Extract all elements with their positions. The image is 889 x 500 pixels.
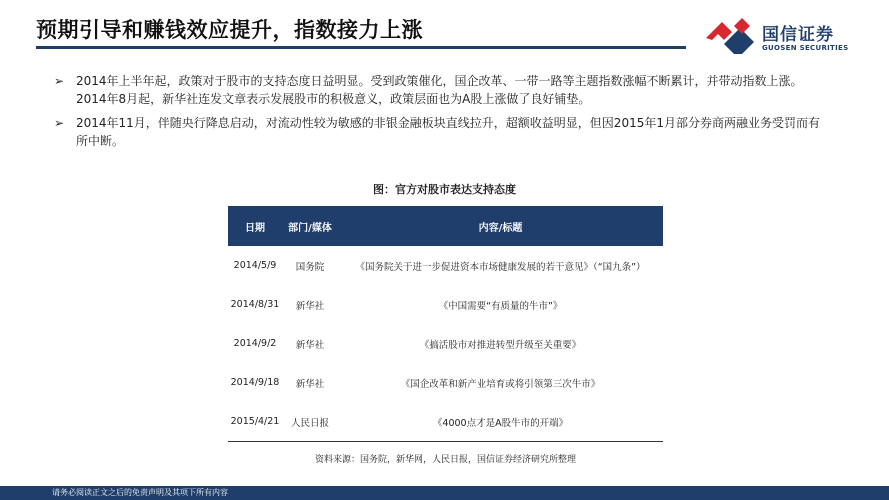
cell-date: 2014/9/2 — [233, 338, 277, 349]
figure-title: 图：官方对股市表达支持态度 — [373, 183, 516, 196]
cell-dept: 新华社 — [295, 378, 325, 390]
bullet-list — [54, 72, 824, 156]
support-table — [228, 206, 663, 442]
table-row — [228, 285, 663, 324]
table-header — [228, 206, 663, 246]
arrow-bullet-icon: ➢ — [54, 116, 65, 130]
bullet-text: 2014年11月，伴随央行降息启动，对流动性较为敏感的非银金融板块直线拉升，超额收益明显，但因2015年1月部分券商两融业务受罚而有所中断。 — [76, 116, 820, 148]
title-underline — [36, 46, 686, 49]
table-row — [228, 246, 663, 285]
logo-name-cn: 国信证券 — [762, 25, 834, 45]
logo-name-en: GUOSEN SECURITIES — [762, 44, 849, 52]
header-dept: 部门/媒体 — [288, 222, 332, 234]
table-row — [228, 324, 663, 363]
company-logo — [704, 18, 854, 58]
bullet-item — [54, 72, 824, 108]
cell-content: 《搞活股市对推进转型升级至关重要》 — [419, 339, 582, 351]
source-note: 资料来源：国务院，新华网，人民日报，国信证券经济研究所整理 — [314, 455, 576, 465]
cell-content: 《中国需要“有质量的牛市”》 — [438, 300, 563, 312]
bullet-text: 2014年上半年起，政策对于股市的支持态度日益明显。受到政策催化，国企改革、一带一路等主题指数涨幅不断累计，并带动指数上涨。2014年8月起，新华社连发文章表示发展股市的积极意义，政策层面也为A股上涨做了良好铺垫。 — [76, 74, 803, 106]
cell-content: 《4000点才是A股牛市的开端》 — [432, 417, 569, 429]
cell-content: 《国务院关于进一步促进资本市场健康发展的若干意见》（“国九条”） — [355, 261, 646, 273]
arrow-bullet-icon: ➢ — [54, 74, 65, 88]
cell-date: 2015/4/21 — [230, 416, 280, 427]
table-body — [228, 246, 663, 441]
bullet-item — [54, 114, 824, 150]
cell-date: 2014/5/9 — [233, 260, 277, 271]
footer-bar — [0, 486, 889, 500]
table-bottom-rule — [228, 441, 663, 442]
table-row — [228, 363, 663, 402]
header-content: 内容/标题 — [478, 222, 523, 234]
cell-dept: 国务院 — [295, 261, 325, 273]
cell-content: 《国企改革和新产业培育或将引领第三次牛市》 — [400, 378, 601, 390]
cell-date: 2014/9/18 — [230, 377, 280, 388]
cell-dept: 人民日报 — [290, 417, 329, 429]
cell-dept: 新华社 — [295, 300, 325, 312]
header-date: 日期 — [245, 222, 265, 234]
page-title: 预期引导和赚钱效应提升，指数接力上涨 — [36, 18, 423, 42]
table-row — [228, 402, 663, 441]
cell-date: 2014/8/31 — [230, 299, 280, 310]
guosen-emblem-icon — [704, 18, 756, 54]
footer-disclaimer: 请务必阅读正文之后的免责声明及其项下所有内容 — [52, 488, 228, 497]
cell-dept: 新华社 — [295, 339, 325, 351]
